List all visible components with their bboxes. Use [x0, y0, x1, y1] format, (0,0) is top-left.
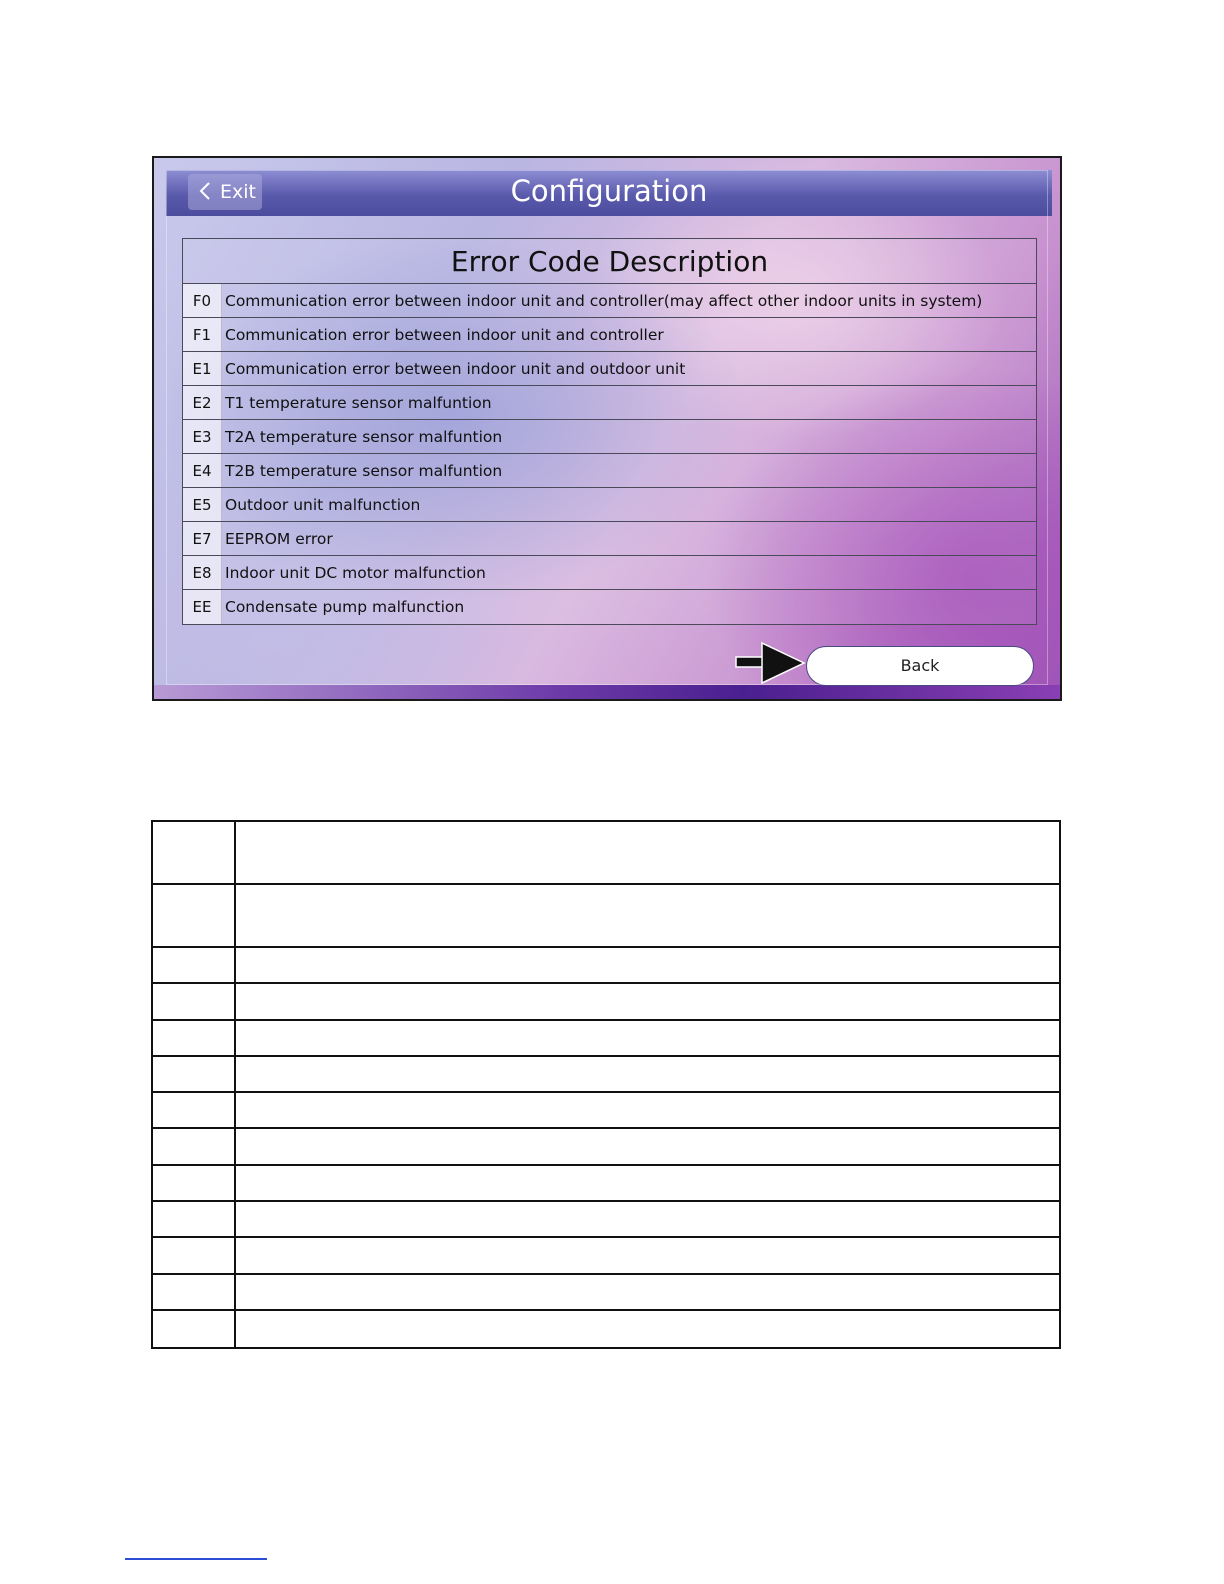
- table-row: [153, 1057, 1059, 1093]
- table-cell: [236, 1093, 1059, 1127]
- table-cell: [236, 948, 1059, 982]
- table-row: [153, 984, 1059, 1020]
- table-cell: [153, 1129, 236, 1163]
- error-description: Communication error between indoor unit and controller: [225, 326, 664, 344]
- exit-button[interactable]: [188, 174, 262, 210]
- table-cell: [153, 1238, 236, 1272]
- table-row: [153, 1129, 1059, 1165]
- error-code: E8: [183, 556, 222, 589]
- table-cell: [236, 1057, 1059, 1091]
- table-row: [153, 1166, 1059, 1202]
- table-row: [153, 1238, 1059, 1274]
- table-cell: [153, 1166, 236, 1200]
- error-code: E5: [183, 488, 222, 521]
- table-cell: [236, 984, 1059, 1018]
- touchscreen-screenshot: [152, 156, 1062, 701]
- table-cell: [236, 885, 1059, 946]
- back-button[interactable]: Back: [806, 646, 1034, 686]
- error-code-table: [182, 238, 1037, 625]
- error-row: [183, 556, 1036, 590]
- table-cell: [236, 1129, 1059, 1163]
- table-row: [153, 822, 1059, 885]
- table-row: [153, 1275, 1059, 1311]
- error-code: E2: [183, 386, 222, 419]
- error-description: Communication error between indoor unit and outdoor unit: [225, 360, 686, 378]
- table-cell: [236, 1238, 1059, 1272]
- table-row: [153, 1311, 1059, 1347]
- error-row: [183, 352, 1036, 386]
- error-row: [183, 318, 1036, 352]
- table-cell: [236, 1275, 1059, 1309]
- table-title: Error Code Description: [183, 239, 1036, 284]
- table-cell: [236, 1311, 1059, 1347]
- error-row: [183, 284, 1036, 318]
- error-description: Communication error between indoor unit and controller(may affect other indoor units in system): [225, 292, 983, 310]
- table-row: [153, 948, 1059, 984]
- error-row: [183, 522, 1036, 556]
- table-cell: [153, 1093, 236, 1127]
- error-row: [183, 454, 1036, 488]
- chevron-left-icon: [194, 174, 216, 210]
- error-code: E3: [183, 420, 222, 453]
- error-description: Condensate pump malfunction: [225, 598, 465, 616]
- table-cell: [153, 1202, 236, 1236]
- error-description: T2A temperature sensor malfuntion: [225, 428, 503, 446]
- error-row: [183, 590, 1036, 624]
- error-description: EEPROM error: [225, 530, 333, 548]
- table-cell: [153, 1275, 236, 1309]
- table-cell: [236, 1166, 1059, 1200]
- table-cell: [153, 984, 236, 1018]
- error-description: T2B temperature sensor malfuntion: [225, 462, 503, 480]
- table-cell: [153, 885, 236, 946]
- exit-label: Exit: [220, 181, 256, 203]
- table-cell: [236, 1202, 1059, 1236]
- error-code: E4: [183, 454, 222, 487]
- blank-document-table: [151, 820, 1061, 1349]
- error-description: T1 temperature sensor malfuntion: [225, 394, 492, 412]
- title-bar: [166, 170, 1052, 216]
- error-row: [183, 420, 1036, 454]
- table-row: [153, 1021, 1059, 1057]
- page-title: Configuration: [510, 174, 708, 208]
- table-row: [153, 885, 1059, 948]
- screen-bottom-band: [154, 685, 1060, 699]
- table-cell: [153, 948, 236, 982]
- table-cell: [153, 822, 236, 883]
- error-code: EE: [183, 590, 222, 624]
- table-row: [153, 1093, 1059, 1129]
- error-description: Indoor unit DC motor malfunction: [225, 564, 486, 582]
- error-description: Outdoor unit malfunction: [225, 496, 421, 514]
- table-cell: [236, 1021, 1059, 1055]
- footer-link-underline[interactable]: [125, 1558, 267, 1560]
- error-row: [183, 386, 1036, 420]
- error-code: E1: [183, 352, 222, 385]
- table-row: [153, 1202, 1059, 1238]
- error-code: F1: [183, 318, 222, 351]
- table-cell: [153, 1311, 236, 1347]
- table-cell: [153, 1021, 236, 1055]
- table-cell: [153, 1057, 236, 1091]
- error-row: [183, 488, 1036, 522]
- error-code: F0: [183, 284, 222, 317]
- pointer-arrow-icon: [734, 640, 806, 686]
- error-code: E7: [183, 522, 222, 555]
- table-cell: [236, 822, 1059, 883]
